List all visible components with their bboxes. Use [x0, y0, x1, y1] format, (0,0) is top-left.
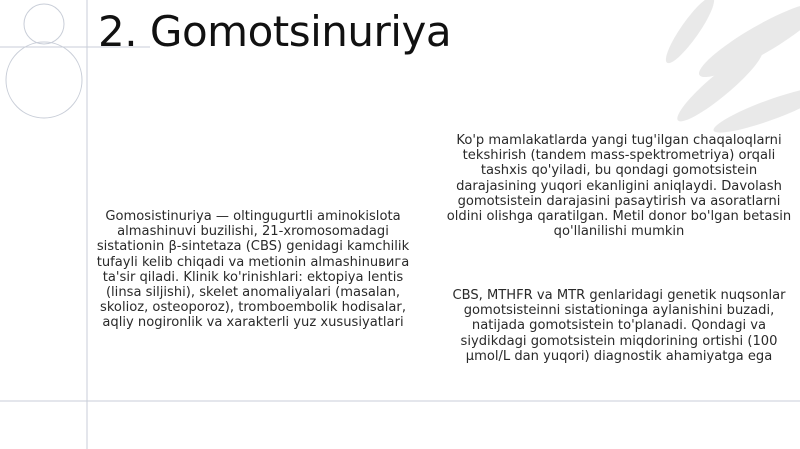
deco-circle-small [24, 4, 64, 44]
deco-circle-large [6, 42, 82, 118]
right-paragraph-diagnosis-treatment: Ko'p mamlakatlarda yangi tug'ilgan chaqaloqlarni tekshirish (tandem mass-spektrometriya) orqali tashxis qo'yiladi, bu qondagi gomotsistein darajasining yuqori ekanligini aniqlaydi. Davolash gomotsistein darajasini pasaytirish va asoratlarni oldini olishga qaratilgan. Metil donor bo'lgan betasin qo'llanilishi mumkin [446, 133, 792, 240]
leaf-shadow-decoration [660, 0, 800, 140]
left-paragraph: Gomosistinuriya — oltingugurtli aminokislota almashinuvi buzilishi, 21-xromosomadagi sistationin β-sintetaza (CBS) genidagi kamchilik tufayli kelib chiqadi va metionin almashinuвига ta'sir qiladi. Klinik ko'rinishlari: ektopiya lentis (linsa siljishi), skelet anomaliyalari (masalan, skolioz, osteoporoz), tromboembolik hodisalar, aqliy nogironlik va xarakterli yuz xususiyatlari [96, 209, 410, 331]
slide-title: 2. Gomotsinuriya [98, 7, 452, 56]
right-paragraph-genetics: CBS, MTHFR va MTR genlaridagi genetik nuqsonlar gomotsisteinni sistationinga aylanishini buzadi, natijada gomotsistein to'planadi. Qondagi va siydikdagi gomotsistein miqdorining ortishi (100 μmol/L dan yuqori) diagnostik ahamiyatga ega [452, 288, 786, 364]
